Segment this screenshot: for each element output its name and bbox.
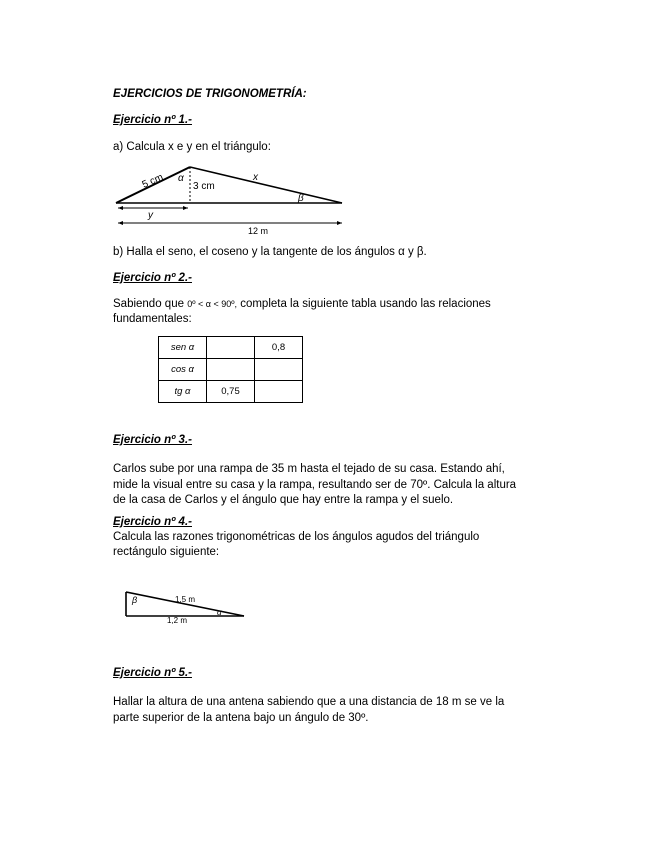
exercise-3-line-3: de la casa de Carlos y el ángulo que hay entre la rampa y el suelo. <box>113 494 454 506</box>
exercise-3-heading: Ejercicio nº 3.- <box>113 434 192 446</box>
trig-table <box>158 336 303 403</box>
exercise-3-line-1: Carlos sube por una rampa de 35 m hasta el tejado de su casa. Estando ahí, <box>113 463 505 475</box>
exercise-1-part-a: a) Calcula x e y en el triángulo: <box>113 141 271 153</box>
label-beta: β <box>132 595 138 605</box>
exercise-5-line-1: Hallar la altura de una antena sabiendo que a una distancia de 18 m se ve la <box>113 696 505 708</box>
exercise-2-heading: Ejercicio nº 2.- <box>113 272 192 284</box>
label-hypotenuse: 1,5 m <box>175 595 196 604</box>
label-12m: 12 m <box>248 226 269 236</box>
table-cell: tg α <box>159 381 207 403</box>
exercise-1-part-b: b) Halla el seno, el coseno y la tangente de los ángulos α y β. <box>113 246 427 258</box>
table-cell: 0,75 <box>207 381 255 403</box>
label-3cm: 3 cm <box>193 181 215 192</box>
table-cell: 0,8 <box>255 337 303 359</box>
exercise-3-line-2: mide la visual entre su casa y la rampa, resultando ser de 70º. Calcula la altura <box>113 479 517 491</box>
exercise-5-line-2: parte superior de la antena bajo un ángulo de 30º. <box>113 712 369 724</box>
table-cell: cos α <box>159 359 207 381</box>
table-cell <box>207 337 255 359</box>
label-5cm: 5 cm <box>140 171 165 191</box>
exercise-2-text-pre: Sabiendo que <box>113 298 184 310</box>
label-y: y <box>148 210 153 221</box>
table-row <box>159 381 303 403</box>
label-alpha: α <box>217 608 222 617</box>
exercise-4-heading: Ejercicio nº 4.- <box>113 516 192 528</box>
exercise-4-line-2: rectángulo siguiente: <box>113 546 220 558</box>
table-row <box>159 337 303 359</box>
table-cell: sen α <box>159 337 207 359</box>
label-x: x <box>253 172 258 183</box>
triangle-figure-4 <box>120 588 250 624</box>
angle-condition: 0º < α < 90º, <box>187 299 237 309</box>
exercise-2-text-post: completa la siguiente tabla usando las relaciones <box>240 298 491 310</box>
exercise-1-heading: Ejercicio nº 1.- <box>113 114 192 126</box>
exercise-2-line-1 <box>113 298 491 310</box>
label-beta: β <box>298 193 304 204</box>
page-title: EJERCICIOS DE TRIGONOMETRÍA: <box>113 88 307 100</box>
table-cell <box>255 381 303 403</box>
triangle-figure-1 <box>110 158 355 238</box>
label-base: 1,2 m <box>167 616 188 624</box>
table-cell <box>207 359 255 381</box>
exercise-5-heading: Ejercicio nº 5.- <box>113 667 192 679</box>
table-cell <box>255 359 303 381</box>
exercise-2-line-2: fundamentales: <box>113 313 192 325</box>
exercise-4-line-1: Calcula las razones trigonométricas de los ángulos agudos del triángulo <box>113 531 480 543</box>
label-alpha: α <box>178 173 184 184</box>
table-row <box>159 359 303 381</box>
